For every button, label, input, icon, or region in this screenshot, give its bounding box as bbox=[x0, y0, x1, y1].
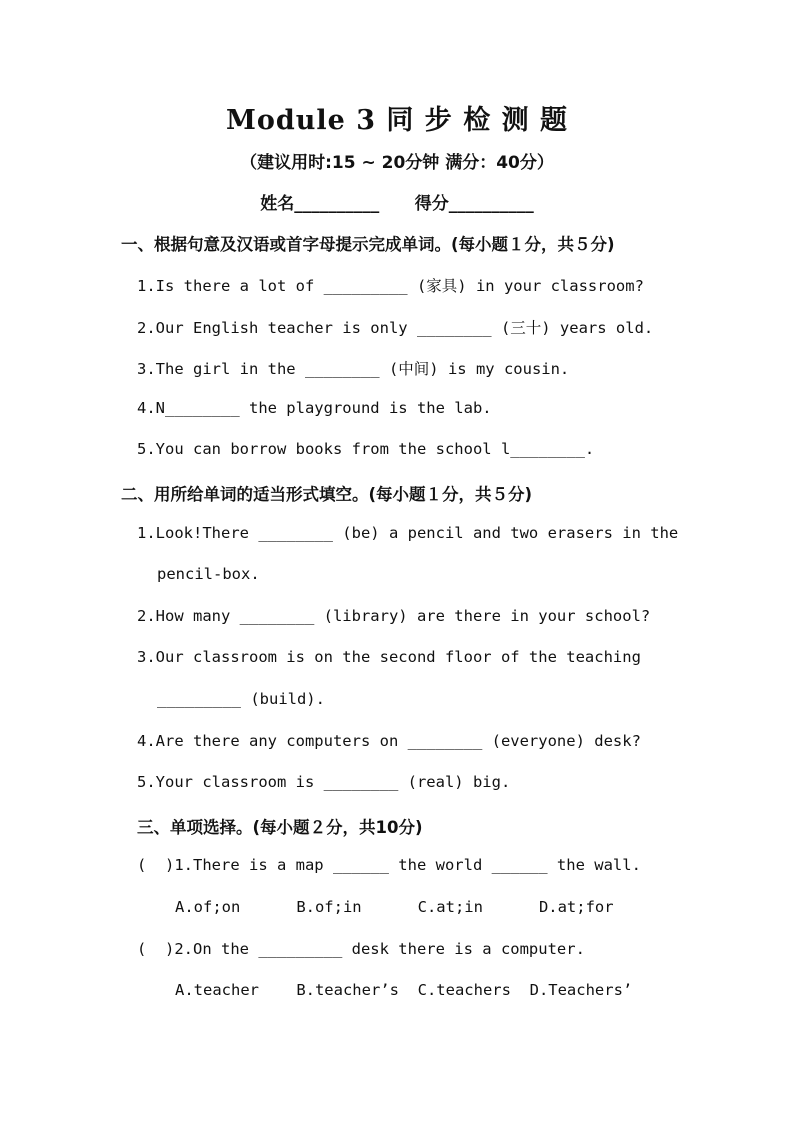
s2-question-4: 4.Are there any computers on ________ (everyone) desk? bbox=[137, 732, 641, 750]
s1-question-5: 5.You can borrow books from the school l________. bbox=[137, 440, 595, 458]
s2-question-5: 5.Your classroom is ________ (real) big. bbox=[137, 773, 511, 791]
time-score-info: （建议用时:15 ~ 20分钟 满分：40分） bbox=[240, 153, 554, 173]
s2-question-1: 1.Look!There ________ (be) a pencil and two erasers in the bbox=[137, 524, 679, 542]
s1-question-3: 3.The girl in the ________ (中间) is my cousin. bbox=[137, 360, 570, 378]
s3-question-2-options: A.teacher B.teacher’s C.teachers D.Teachers’ bbox=[175, 981, 633, 999]
s2-question-3-cont: _________ (build). bbox=[157, 690, 325, 708]
s2-question-3: 3.Our classroom is on the second floor of the teaching bbox=[137, 648, 641, 666]
s1-question-4: 4.N________ the playground is the lab. bbox=[137, 399, 492, 417]
page-title: Module 3 同 步 检 测 题 bbox=[225, 105, 569, 136]
section-1-heading: 一、根据句意及汉语或首字母提示完成单词。(每小题１分，共５分) bbox=[121, 235, 615, 254]
s1-question-1: 1.Is there a lot of _________ (家具) in your classroom? bbox=[137, 277, 644, 295]
section-2-heading: 二、用所给单词的适当形式填空。(每小题１分，共５分) bbox=[121, 485, 533, 504]
s2-question-1-cont: pencil-box. bbox=[157, 565, 260, 583]
s3-question-1-options: A.of;on B.of;in C.at;in D.at;for bbox=[175, 898, 614, 916]
s2-question-2: 2.How many ________ (library) are there in your school? bbox=[137, 607, 651, 625]
s3-question-1: ( )1.There is a map ______ the world ______ the wall. bbox=[137, 856, 641, 874]
name-score-row: 姓名__________ 得分__________ bbox=[260, 194, 534, 214]
s1-question-2: 2.Our English teacher is only ________ (三十) years old. bbox=[137, 319, 654, 337]
section-3-heading: 三、单项选择。(每小题２分，共10分) bbox=[137, 818, 423, 837]
s3-question-2: ( )2.On the _________ desk there is a computer. bbox=[137, 940, 585, 958]
